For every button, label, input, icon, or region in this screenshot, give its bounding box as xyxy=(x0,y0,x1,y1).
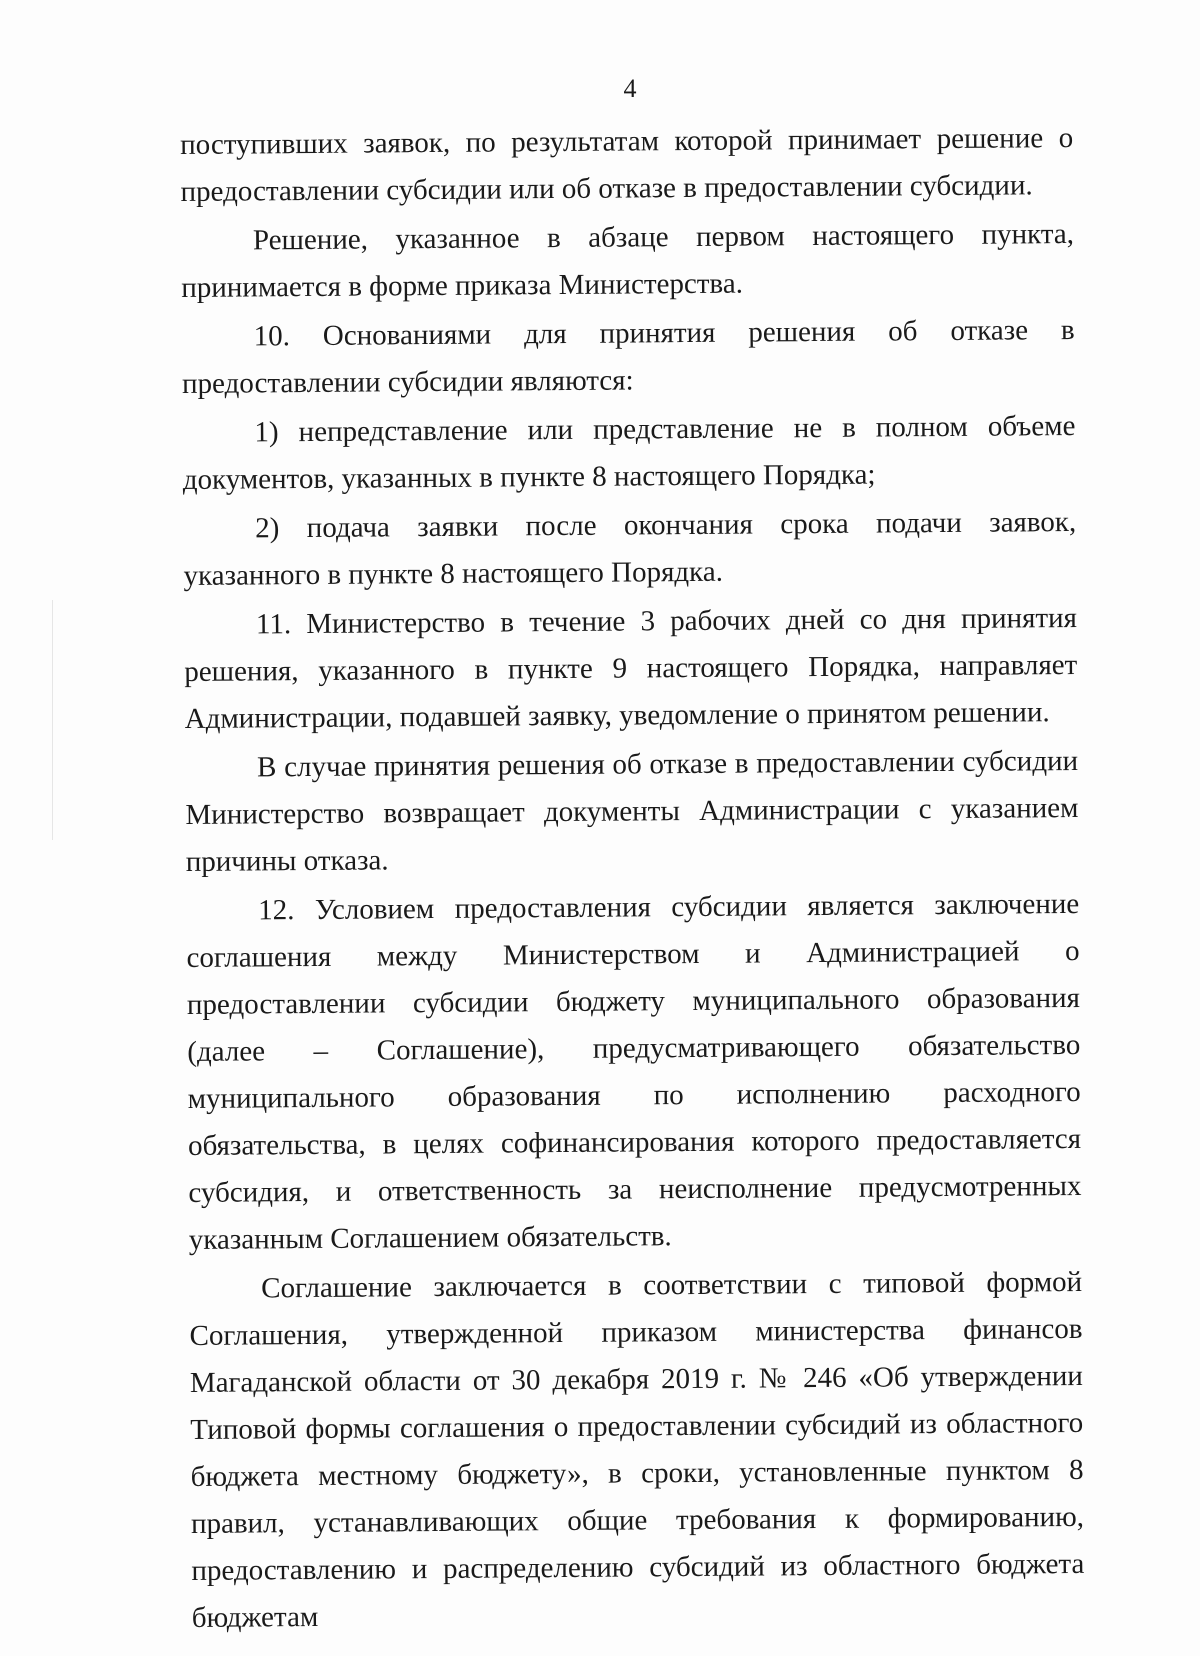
scan-edge-mark xyxy=(52,600,53,840)
paragraph-clause-10-item-1: 1) непредставление или представление не в полном объеме документов, указанных в пункте 8 настоящего Порядка; xyxy=(182,409,1076,496)
page-number: 4 xyxy=(623,74,637,103)
paragraph-refusal-case: В случае принятия решения об отказе в предоставлении субсидии Министерство возвращает документы Администрации с указанием причины отказа. xyxy=(185,744,1079,878)
paragraph-decision-form: Решение, указанное в абзаце первом настоящего пункта, принимается в форме приказа Министерства. xyxy=(181,217,1075,304)
paragraph-clause-11: 11. Министерство в течение 3 рабочих дней со дня принятия решения, указанного в пункте 9 настоящего Порядка, направляет Администрации, подавшей заявку, уведомление о принятом решении. xyxy=(184,601,1078,735)
paragraph-continuation: поступивших заявок, по результатам которой принимает решение о предоставлении субсидии или об отказе в предоставлении субсидии. xyxy=(180,121,1074,208)
document-body xyxy=(180,115,1085,1642)
paragraph-clause-10: 10. Основаниями для принятия решения об отказе в предоставлении субсидии являются: xyxy=(181,313,1075,400)
paragraph-clause-10-item-2: 2) подача заявки после окончания срока подачи заявок, указанного в пункте 8 настоящего Порядка. xyxy=(183,505,1077,592)
paragraph-agreement-form: Соглашение заключается в соответствии с типовой формой Соглашения, утвержденной приказом министерства финансов Магаданской области от 30 декабря 2019 г. № 246 «Об утверждении Типовой формы соглашения о предоставлении субсидий из областного бюджета местному бюджету», в сроки, установленные пунктом 8 правил, устанавливающих общие требования к формированию, предоставлению и распределению субсидий из областного бюджета бюджетам xyxy=(189,1265,1085,1634)
paragraph-clause-12: 12. Условием предоставления субсидии является заключение соглашения между Министерством и Администрацией о предоставлении субсидии бюджету муниципального образования (далее – Соглашение), предусматривающего обязательство муниципального образования по исполнению расходного обязательства, в целях софинансирования которого предоставляется субсидия, и ответственность за неисполнение предусмотренных указанным Соглашением обязательств. xyxy=(186,887,1082,1256)
